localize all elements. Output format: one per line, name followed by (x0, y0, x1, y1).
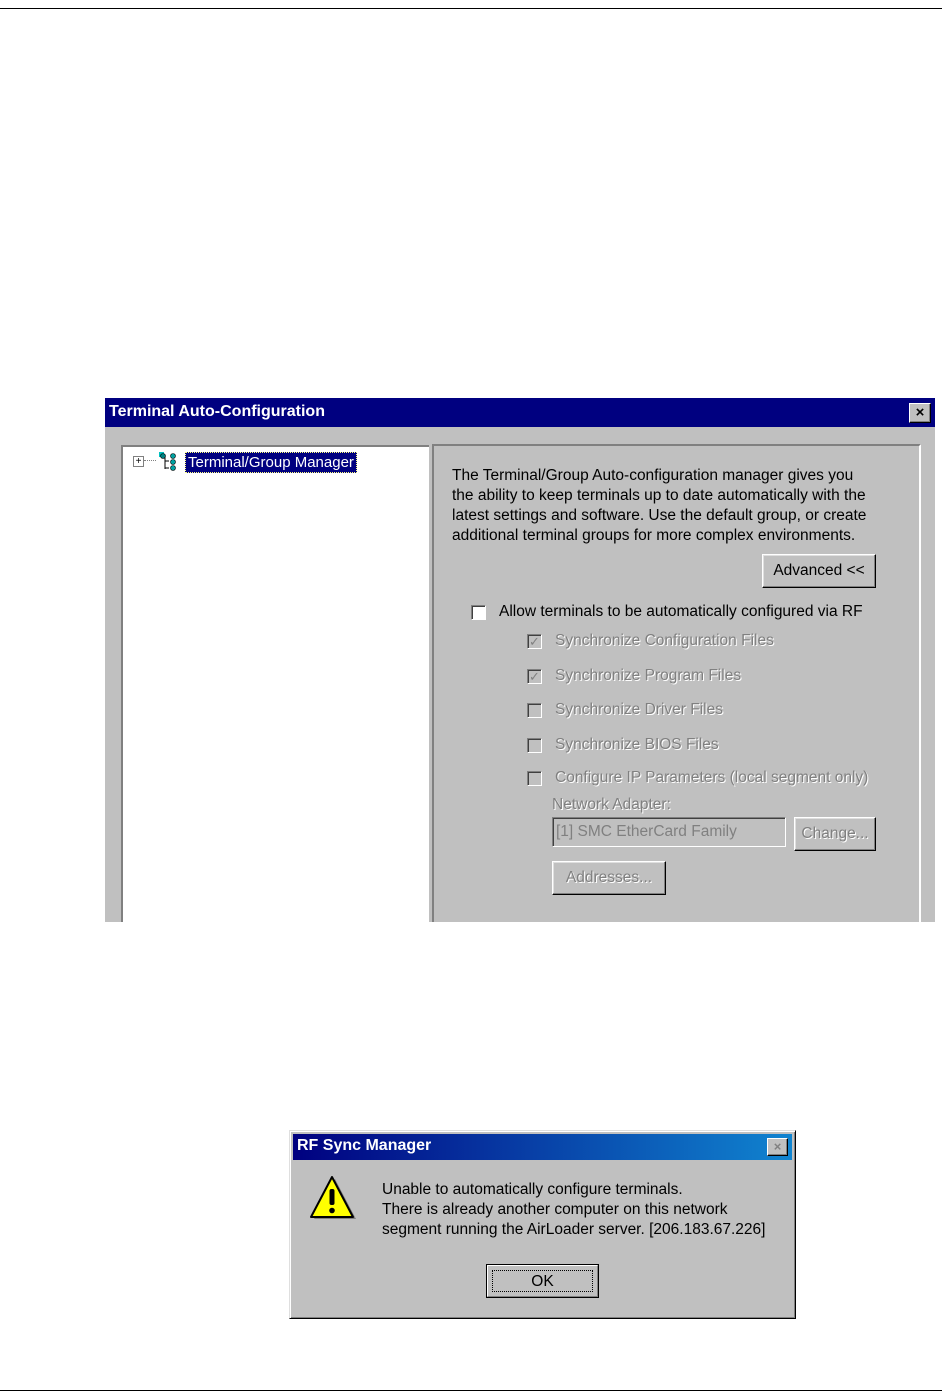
tree-node-label[interactable]: Terminal/Group Manager (185, 452, 357, 473)
message-text (382, 1180, 765, 1240)
allow-rf-config-checkbox[interactable] (471, 605, 486, 620)
network-adapter-label: Network Adapter: (552, 796, 671, 813)
dialog-title: RF Sync Manager (297, 1137, 432, 1154)
sync-bios-files-label: Synchronize BIOS Files (555, 736, 719, 753)
group-tree-icon (159, 452, 181, 472)
warning-icon (308, 1175, 358, 1223)
bottom-rule (0, 1390, 942, 1391)
configure-ip-checkbox (527, 771, 542, 786)
terminal-auto-configuration-dialog (105, 398, 935, 922)
rf-sync-manager-dialog (289, 1130, 796, 1319)
message-line: Unable to automatically configure terminals. (382, 1181, 683, 1198)
tree-connector (144, 460, 156, 461)
configure-ip-label: Configure IP Parameters (local segment only) (555, 769, 869, 786)
description-line: The Terminal/Group Auto-configuration manager gives you (452, 467, 854, 484)
sync-program-files-checkbox: ✓ (527, 669, 542, 684)
tree-pane (121, 445, 429, 922)
sync-bios-files-checkbox (527, 738, 542, 753)
content-pane (432, 444, 921, 922)
description-line: latest settings and software. Use the default group, or create (452, 507, 867, 524)
dialog-title: Terminal Auto-Configuration (109, 403, 325, 420)
ok-button-bevel (487, 1265, 598, 1297)
top-rule (0, 8, 942, 9)
sync-program-files-label: Synchronize Program Files (555, 667, 742, 684)
close-icon[interactable]: × (909, 403, 931, 423)
dialog-title-bar (105, 398, 935, 427)
advanced-button[interactable]: Advanced << (762, 554, 876, 588)
network-adapter-field: [1] SMC EtherCard Family (552, 817, 786, 847)
sync-config-files-label: Synchronize Configuration Files (555, 632, 774, 649)
ok-button-label[interactable]: OK (492, 1270, 593, 1292)
message-line: segment running the AirLoader server. [206.183.67.226] (382, 1221, 766, 1238)
sync-driver-files-label: Synchronize Driver Files (555, 701, 723, 718)
tree-expand-icon[interactable]: + (133, 456, 144, 467)
sync-driver-files-checkbox (527, 703, 542, 718)
description-line: additional terminal groups for more complex environments. (452, 527, 856, 544)
addresses-button: Addresses... (552, 861, 666, 895)
dialog-title-bar (293, 1134, 792, 1160)
message-line: There is already another computer on this network (382, 1201, 728, 1218)
ok-button[interactable] (486, 1264, 599, 1298)
change-button: Change... (794, 817, 876, 851)
allow-rf-config-label[interactable]: Allow terminals to be automatically configured via RF (499, 603, 863, 620)
close-icon[interactable]: × (767, 1138, 788, 1156)
description-text (452, 466, 902, 546)
sync-config-files-checkbox: ✓ (527, 634, 542, 649)
description-line: the ability to keep terminals up to date automatically with the (452, 487, 866, 504)
